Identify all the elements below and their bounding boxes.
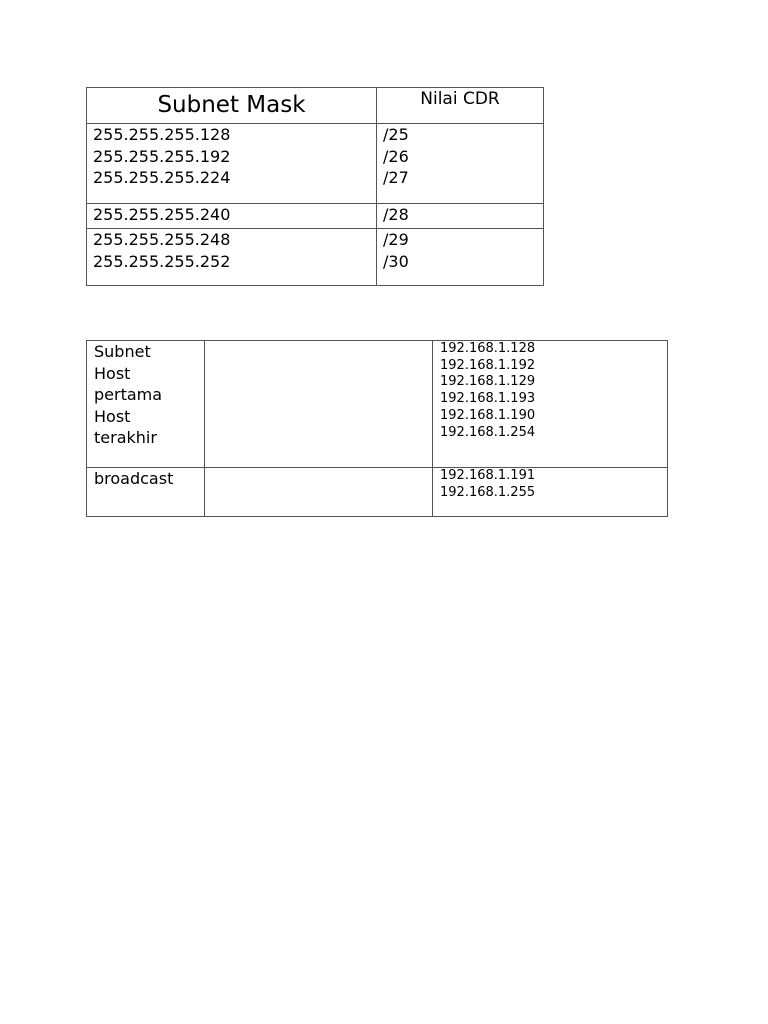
ip-value: 192.168.1.128 <box>440 341 536 356</box>
mask-cell <box>87 204 377 229</box>
table-row <box>87 229 544 286</box>
mask-cell <box>87 229 377 286</box>
mask-value: 255.255.255.240 <box>93 205 231 224</box>
mask-cell <box>87 124 377 204</box>
row-label: Host <box>94 406 131 426</box>
mask-value: 255.255.255.128 <box>93 125 231 144</box>
ip-value: 192.168.1.129 <box>440 374 536 390</box>
label-cell <box>87 468 205 517</box>
cdr-value: /29 <box>383 230 409 249</box>
empty-cell <box>205 468 433 517</box>
cdr-value: /28 <box>383 205 409 224</box>
cdr-value: /26 <box>383 146 409 166</box>
table-row <box>87 204 544 229</box>
ip-values-cell <box>433 468 668 517</box>
subnet-host-table <box>86 340 668 517</box>
mask-value: 255.255.255.192 <box>93 146 231 166</box>
table-row <box>87 341 668 468</box>
label-cell <box>87 341 205 468</box>
ip-value: 192.168.1.192 <box>440 357 536 373</box>
ip-value: 192.168.1.193 <box>440 391 536 407</box>
cdr-value: /30 <box>383 251 409 271</box>
table-row <box>87 468 668 517</box>
ip-value: 192.168.1.191 <box>440 468 536 483</box>
mask-value: 255.255.255.248 <box>93 230 231 249</box>
cdr-value: /27 <box>383 168 409 187</box>
table-header-row <box>87 88 544 124</box>
row-label: Host <box>94 363 131 383</box>
subnet-mask-table <box>86 87 544 286</box>
table-row <box>87 124 544 204</box>
header-subnet-mask: Subnet Mask <box>87 88 377 124</box>
row-label: pertama <box>94 385 163 404</box>
cdr-cell <box>377 229 544 286</box>
row-label: Subnet <box>94 342 151 361</box>
empty-cell <box>205 341 433 468</box>
ip-value: 192.168.1.254 <box>440 424 536 440</box>
mask-value: 255.255.255.224 <box>93 168 231 187</box>
ip-values-cell <box>433 341 668 468</box>
header-nilai-cdr: Nilai CDR <box>377 88 544 124</box>
row-label: broadcast <box>94 469 174 488</box>
row-label: terakhir <box>94 428 157 447</box>
cdr-value: /25 <box>383 125 409 144</box>
cdr-cell <box>377 124 544 204</box>
cdr-cell <box>377 204 544 229</box>
ip-value: 192.168.1.255 <box>440 484 536 500</box>
mask-value: 255.255.255.252 <box>93 251 231 271</box>
ip-value: 192.168.1.190 <box>440 407 536 423</box>
